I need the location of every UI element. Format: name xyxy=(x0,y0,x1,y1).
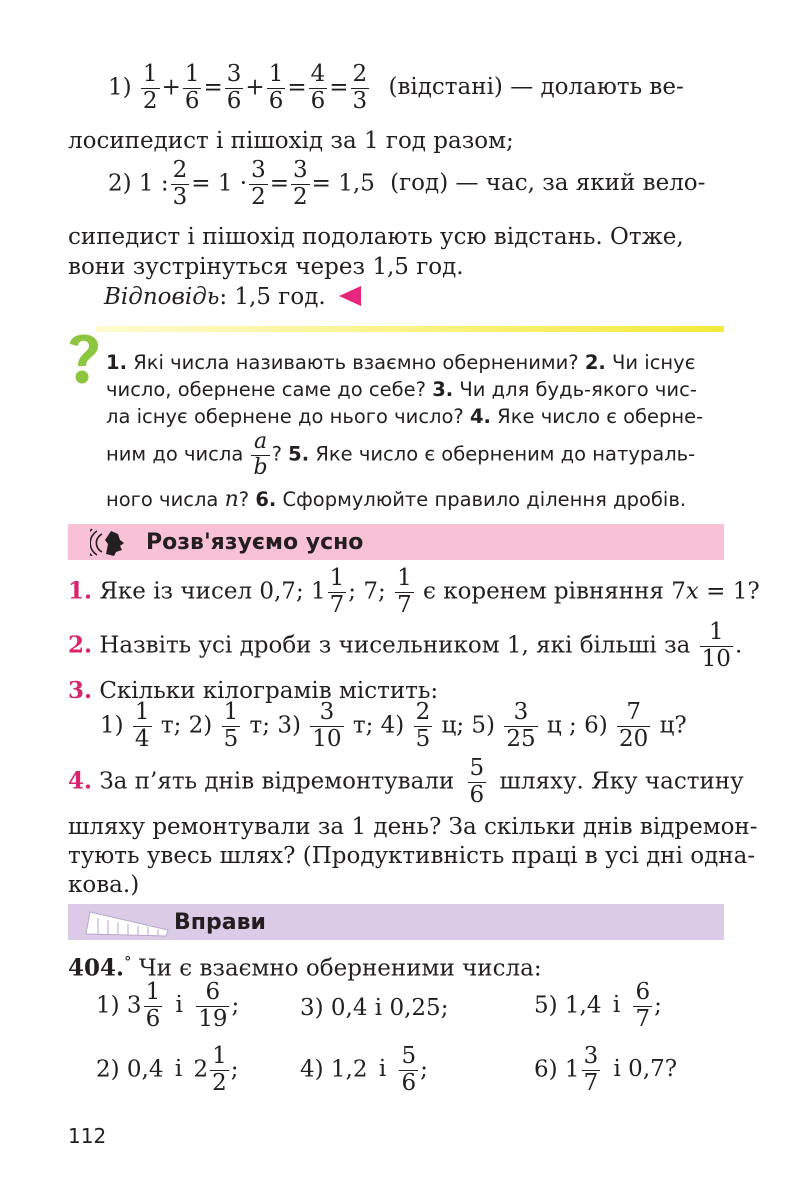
questions-line1: 1. Які числа називають взаємно оберненими? 2. Чи існує xyxy=(106,351,696,374)
ruler-icon xyxy=(84,908,170,938)
oral-item-3: 3. Скільки кілограмів містить: xyxy=(68,677,439,704)
oral-item-1: 1. Яке із чисел 0,7; 1 $\frac{1}{7}$ ; 7; $\frac{1}{7}$ є коренем рівняння 7x = 1? xyxy=(68,565,760,618)
fraction: $\frac{1}{7}$ xyxy=(329,565,345,618)
exercise-404-part4: 4) 1,2 і $\frac{5}{6}$ ; xyxy=(300,1043,428,1096)
oral-item-4-cont1: шляху ремонтували за 1 день? За скільки днів відремон- xyxy=(68,814,758,840)
oral-title: Розв'язуємо усно xyxy=(146,530,364,555)
fraction: $\frac{1}{6}$ xyxy=(268,61,284,114)
solution-step2-cont1: сипедист і пішохід подолають усю відстань. Отже, xyxy=(68,224,684,250)
answer: Відповідь: 1,5 год. xyxy=(104,284,361,312)
oral-banner xyxy=(68,524,724,560)
exercise-404-part5: 5) 1,4 і $\frac{6}{7}$ ; xyxy=(534,979,662,1032)
fraction: $\frac{1}{10}$ xyxy=(701,619,731,672)
question-yellow-rule xyxy=(96,326,724,332)
solution-step1-cont: лосипедист і пішохід за 1 год разом; xyxy=(68,128,514,154)
oral-item-4: 4. За п’ять днів відремонтували $\frac{5}{6}$ шляху. Яку частину xyxy=(68,755,744,808)
fraction: $\frac{5}{6}$ xyxy=(401,1043,417,1096)
fraction: $\frac{1}{5}$ xyxy=(223,699,239,752)
questions-line2: число, обернене саме до себе? 3. Чи для будь-якого чис- xyxy=(106,378,697,401)
solution-step2-cont2: вони зустрінуться через 1,5 год. xyxy=(68,254,464,280)
fraction: $\frac{1}{2}$ xyxy=(142,61,158,114)
fraction: $\frac{6}{19}$ xyxy=(198,979,228,1032)
exercise-404-part2: 2) 0,4 і 2 $\frac{1}{2}$ ; xyxy=(96,1043,239,1096)
fraction: $\frac{a}{b}$ xyxy=(253,429,268,480)
exercise-404-part3: 3) 0,4 і 0,25; xyxy=(300,995,449,1021)
fraction: $\frac{1}{6}$ xyxy=(145,979,161,1032)
fraction: $\frac{2}{3}$ xyxy=(172,157,188,210)
questions-line4: ним до числа $\frac{a}{b}$ ? 5. Яке число є оберненим до натураль- xyxy=(106,429,696,480)
questions-line3: ла існує обернене до нього число? 4. Яке число є оберне- xyxy=(106,405,704,428)
fraction: $\frac{2}{3}$ xyxy=(352,61,368,114)
page-number: 112 xyxy=(68,1124,107,1148)
fraction: $\frac{3}{7}$ xyxy=(583,1043,599,1096)
fraction: $\frac{1}{7}$ xyxy=(397,565,412,618)
oral-item-4-cont2: тують увесь шлях? (Продуктивність праці в усі дні одна- xyxy=(68,843,756,869)
fraction: $\frac{3}{6}$ xyxy=(226,61,242,114)
solution-step2: 2) 1 : $\frac{2}{3}$ = 1 · $\frac{3}{2}$ = $\frac{3}{2}$ = 1,5 (год) — час, за який вело- xyxy=(108,157,706,210)
oral-item-2: 2. Назвіть усі дроби з чисельником 1, які більші за $\frac{1}{10}$ . xyxy=(68,619,743,672)
fraction: $\frac{5}{6}$ xyxy=(469,755,485,808)
solution-step1: 1) $\frac{1}{2}$ + $\frac{1}{6}$ = $\frac{3}{6}$ + $\frac{1}{6}$ = $\frac{4}{6}$ = $\frac{2}{3}$ (відстані) — долають ве- xyxy=(108,61,684,114)
oral-item-4-cont3: кова.) xyxy=(68,872,140,898)
exercises-banner xyxy=(68,904,724,940)
oral-item-3-parts: 1) $\frac{1}{4}$ т; 2) $\frac{1}{5}$ т; 3) $\frac{3}{10}$ т; 4) $\frac{2}{5}$ ц; 5) $\frac{3}{25}$ ц ; 6) $\frac{7}{20}$ ц? xyxy=(100,699,687,752)
end-marker-icon xyxy=(339,286,361,306)
speaking-head-icon xyxy=(90,528,130,556)
question-mark-icon xyxy=(64,330,104,386)
fraction: $\frac{2}{5}$ xyxy=(415,699,431,752)
fraction: $\frac{3}{25}$ xyxy=(506,699,536,752)
fraction: $\frac{7}{20}$ xyxy=(619,699,649,752)
questions-line5: ного числа n? 6. Сформулюйте правило ділення дробів. xyxy=(106,487,687,512)
fraction: $\frac{4}{6}$ xyxy=(310,61,326,114)
fraction: $\frac{3}{2}$ xyxy=(251,157,266,210)
exercises-title: Вправи xyxy=(174,910,266,935)
fraction: $\frac{3}{2}$ xyxy=(293,157,308,210)
fraction: $\frac{1}{2}$ xyxy=(212,1043,227,1096)
fraction: $\frac{1}{4}$ xyxy=(134,699,150,752)
exercise-404: 404.° Чи є взаємно оберненими числа: xyxy=(68,953,542,982)
fraction: $\frac{6}{7}$ xyxy=(635,979,651,1032)
exercise-404-part1: 1) 3 $\frac{1}{6}$ і $\frac{6}{19}$ ; xyxy=(96,979,240,1032)
fraction: $\frac{1}{6}$ xyxy=(184,61,200,114)
exercise-404-part6: 6) 1 $\frac{3}{7}$ і 0,7? xyxy=(534,1043,678,1096)
fraction: $\frac{3}{10}$ xyxy=(312,699,342,752)
